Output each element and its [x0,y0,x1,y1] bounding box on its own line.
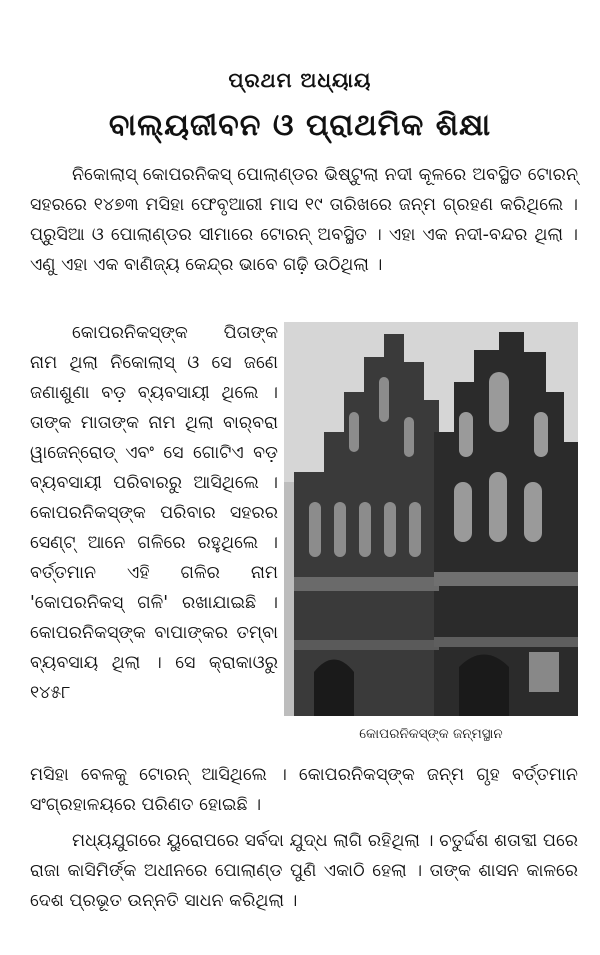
photo-caption: କୋପରନିକସ୍ଙ୍କ ଜନ୍ମସ୍ଥାନ [359,726,503,742]
paragraph-medieval-text: ମଧ୍ୟଯୁଗରେ ୟୁରୋପରେ ସର୍ବଦା ଯୁଦ୍ଧ ଲାଗି ରହିଥିଲା । ଚତୁର୍ଦ୍ଦଶ ଶତାବ୍ଦୀ ପରେ ରାଜା କାସିମିର୍ଙ୍କ ଅଧୀନରେ ପୋଲାଣ୍ଡ ପୁଣି ଏକାଠି ହେଲା । ତାଙ୍କ ଶାସନ କାଳରେ ଦେଶ ପ୍ରଭୂତ ଉନ୍ନତି ସାଧନ କରିଥିଲା । [30,831,578,911]
chapter-title: ବାଲ୍ୟଜୀବନ ଓ ପ୍ରାଥମିକ ଶିକ୍ଷା [108,108,492,143]
paragraph-medieval [30,826,578,916]
paragraph-family [30,318,278,708]
paragraph-birth-text: ନିକୋଲାସ୍ କୋପରନିକସ୍ ପୋଲାଣ୍ଡର ଭିଷ୍ଟୁଲା ନଦୀ କୂଳରେ ଅବସ୍ଥିତ ଟୋରନ୍ ସହରରେ ୧୪୭୩ ମସିହା ଫେବୃଆରୀ ମାସ ୧୯ ତାରିଖରେ ଜନ୍ମ ଗ୍ରହଣ କରିଥିଲେ । ପ୍ରୁସିଆ ଓ ପୋଲାଣ୍ଡର ସୀମାରେ ଟୋରନ୍ ଅବସ୍ଥିତ । ଏହା ଏକ ନଦୀ-ବନ୍ଦର ଥିଲା । ଏଣୁ ଏହା ଏକ ବାଣିଜ୍ୟ କେନ୍ଦ୍ର ଭାବେ ଗଢ଼ି ଉଠିଥିଲା । [30,165,578,275]
paragraph-birth [30,160,578,280]
birthplace-photo [284,322,578,716]
paragraph-family-text: କୋପରନିକସ୍ଙ୍କ ପିତାଙ୍କ ନାମ ଥିଲା ନିକୋଲାସ୍ ଓ ସେ ଜଣେ ଜଣାଶୁଣା ବଡ଼ ବ୍ୟବସାୟୀ ଥିଲେ । ତାଙ୍କ ମାତାଙ୍କ ନାମ ଥିଲା ବାର୍‌ବରା ୱାଜେନ୍‌ରୋଡ୍ ଏବଂ ସେ ଗୋଟିଏ ବଡ଼ ବ୍ୟବସାୟୀ ପରିବାରରୁ ଆସିଥିଲେ । କୋପରନିକସ୍ଙ୍କ ପରିବାର ସହରର ସେଣ୍ଟ୍ ଆନେ ଗଳିରେ ରହୁଥିଲେ । ବର୍ତ୍ତମାନ ଏହି ଗଳିର ନାମ 'କୋପରନିକସ୍ ଗଳି' ରଖାଯାଇଛି । କୋପରନିକସ୍ଙ୍କ ବାପାଙ୍କର ତମ୍ବା ବ୍ୟବସାୟ ଥିଲା । ସେ କ୍ରାକାଓରୁ ୧୪୫୮ [30,323,278,703]
birthplace-illustration [284,322,578,716]
chapter-label: ପ୍ରଥମ ଅଧ୍ୟାୟ [228,68,372,92]
paragraph-family-continued: ମସିହା ବେଳକୁ ଟୋରନ୍ ଆସିଥିଲେ । କୋପରନିକସ୍ଙ୍କ ଜନ୍ମ ଗୃହ ବର୍ତ୍ତମାନ ସଂଗ୍ରହାଳୟରେ ପରିଣତ ହୋଇଛି । [30,765,578,815]
